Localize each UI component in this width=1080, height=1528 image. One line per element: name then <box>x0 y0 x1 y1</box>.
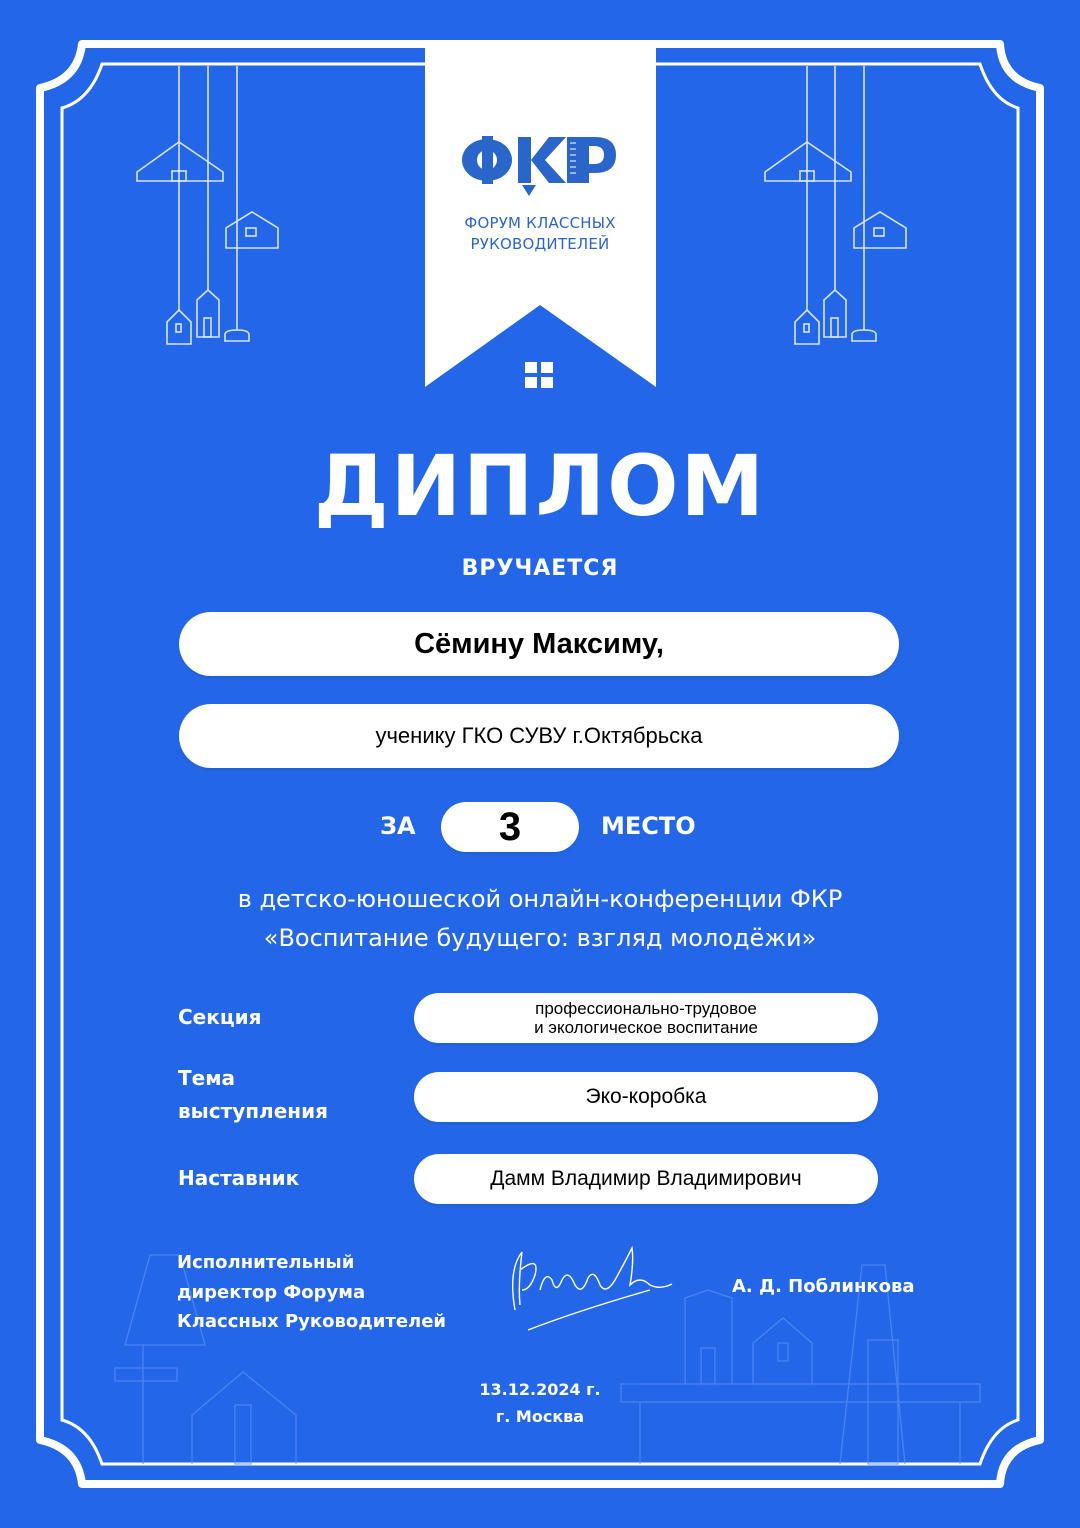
section-value-line-2: и экологическое воспитание <box>534 1018 758 1037</box>
signature-scribble <box>513 1248 672 1330</box>
topic-label-line-2: выступления <box>178 1099 328 1123</box>
recipient-description-field <box>179 704 899 768</box>
mentor-value: Дамм Владимир Владимирович <box>490 1167 802 1190</box>
conference-line-1: в детско-юношеской онлайн-конференции ФКР <box>237 885 843 913</box>
mentor-value-field <box>414 1154 878 1204</box>
recipient-name-field <box>179 612 899 676</box>
place-value: 3 <box>498 804 522 849</box>
topic-value-field <box>414 1072 878 1122</box>
awarded-subtitle: ВРУЧАЕТСЯ <box>461 556 619 581</box>
conference-line-2: «Воспитание будущего: взгляд молодёжи» <box>263 924 817 952</box>
recipient-description: ученику ГКО СУВУ г.Октябрьска <box>375 723 703 748</box>
issue-date: 13.12.2024 г. <box>479 1380 601 1399</box>
place-suffix: МЕСТО <box>601 812 696 840</box>
signer-position-line-1: Исполнительный <box>177 1252 355 1273</box>
logo-line-2: РУКОВОДИТЕЛЕЙ <box>470 235 610 253</box>
place-value-field <box>441 802 579 852</box>
topic-label-line-1: Тема <box>178 1066 236 1090</box>
diploma-title: ДИПЛОМ <box>313 437 767 535</box>
topic-value: Эко-коробка <box>585 1085 707 1108</box>
section-label: Секция <box>178 1005 262 1029</box>
signer-position-line-3: Классных Руководителей <box>177 1311 447 1332</box>
recipient-name: Сёмину Максиму, <box>414 627 664 660</box>
signer-position-line-2: директор Форума <box>177 1282 366 1303</box>
section-value-line-1: профессионально-трудовое <box>535 999 757 1018</box>
signer-name: А. Д. Поблинкова <box>732 1276 915 1297</box>
section-value-field <box>414 993 878 1043</box>
hanging-houses-left <box>137 66 278 344</box>
hanging-houses-right <box>765 66 906 344</box>
place-prefix: ЗА <box>380 812 416 840</box>
logo-line-1: ФОРУМ КЛАССНЫХ <box>464 214 616 232</box>
issue-city: г. Москва <box>495 1407 585 1426</box>
house-window-icon <box>525 362 553 388</box>
mentor-label: Наставник <box>178 1166 300 1190</box>
